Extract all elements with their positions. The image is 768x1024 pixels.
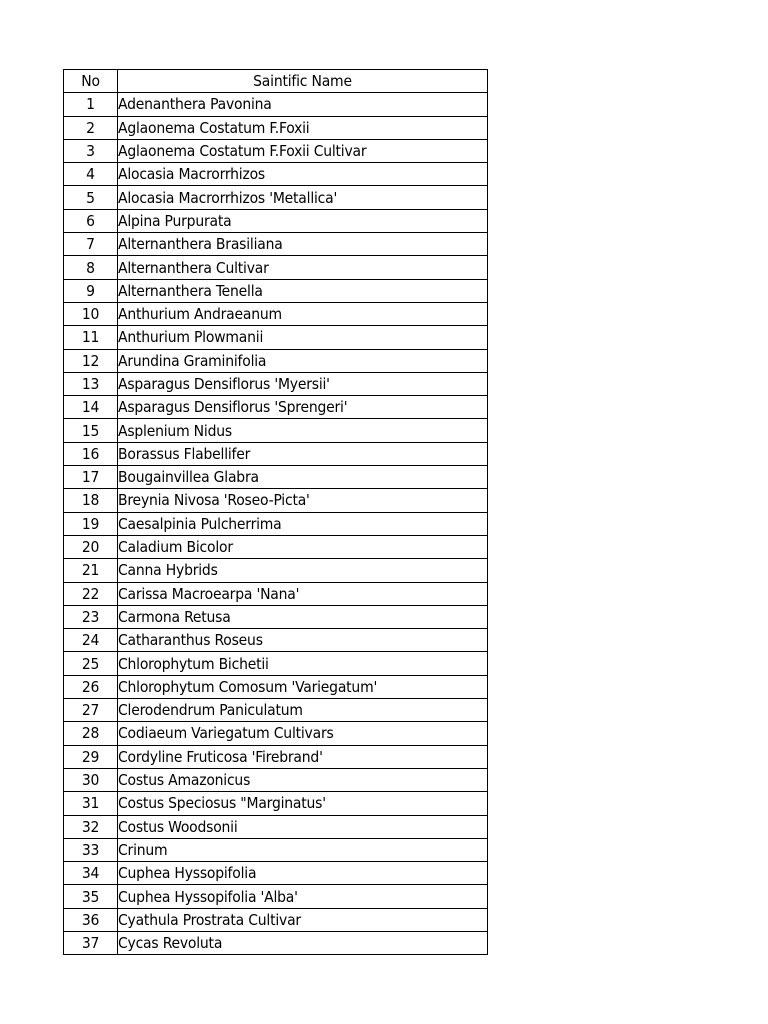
scientific-name: Alpina Purpurata bbox=[118, 209, 488, 232]
row-number: 19 bbox=[64, 512, 118, 535]
table-row bbox=[64, 605, 488, 628]
table-row bbox=[64, 116, 488, 139]
header-row bbox=[64, 70, 488, 93]
table-row bbox=[64, 931, 488, 954]
table-row bbox=[64, 722, 488, 745]
row-number: 23 bbox=[64, 605, 118, 628]
table-row bbox=[64, 93, 488, 116]
row-number: 36 bbox=[64, 908, 118, 931]
table-header bbox=[64, 70, 488, 93]
scientific-name: Bougainvillea Glabra bbox=[118, 466, 488, 489]
scientific-name: Alternanthera Cultivar bbox=[118, 256, 488, 279]
scientific-name: Asplenium Nidus bbox=[118, 419, 488, 442]
row-number: 1 bbox=[64, 93, 118, 116]
table-row bbox=[64, 535, 488, 558]
scientific-name: Asparagus Densiflorus 'Myersii' bbox=[118, 372, 488, 395]
table-row bbox=[64, 139, 488, 162]
row-number: 34 bbox=[64, 862, 118, 885]
table-row bbox=[64, 209, 488, 232]
table-row bbox=[64, 396, 488, 419]
table-row bbox=[64, 163, 488, 186]
table-row bbox=[64, 908, 488, 931]
scientific-name: Catharanthus Roseus bbox=[118, 629, 488, 652]
scientific-name: Chlorophytum Comosum 'Variegatum' bbox=[118, 675, 488, 698]
table-row bbox=[64, 885, 488, 908]
table-row bbox=[64, 815, 488, 838]
row-number: 22 bbox=[64, 582, 118, 605]
scientific-name: Arundina Graminifolia bbox=[118, 349, 488, 372]
row-number: 18 bbox=[64, 489, 118, 512]
scientific-name: Anthurium Andraeanum bbox=[118, 302, 488, 325]
row-number: 26 bbox=[64, 675, 118, 698]
scientific-name: Carissa Macroearpa 'Nana' bbox=[118, 582, 488, 605]
table-row bbox=[64, 792, 488, 815]
column-header-scientific-name: Saintific Name bbox=[118, 70, 488, 93]
scientific-name: Cuphea Hyssopifolia 'Alba' bbox=[118, 885, 488, 908]
row-number: 24 bbox=[64, 629, 118, 652]
table-row bbox=[64, 582, 488, 605]
table-row bbox=[64, 559, 488, 582]
row-number: 17 bbox=[64, 466, 118, 489]
row-number: 37 bbox=[64, 931, 118, 954]
row-number: 10 bbox=[64, 302, 118, 325]
scientific-name: Anthurium Plowmanii bbox=[118, 326, 488, 349]
row-number: 14 bbox=[64, 396, 118, 419]
row-number: 25 bbox=[64, 652, 118, 675]
row-number: 29 bbox=[64, 745, 118, 768]
scientific-name: Alocasia Macrorrhizos 'Metallica' bbox=[118, 186, 488, 209]
table-row bbox=[64, 489, 488, 512]
scientific-name: Cuphea Hyssopifolia bbox=[118, 862, 488, 885]
row-number: 11 bbox=[64, 326, 118, 349]
table-row bbox=[64, 862, 488, 885]
row-number: 28 bbox=[64, 722, 118, 745]
row-number: 9 bbox=[64, 279, 118, 302]
scientific-name: Alternanthera Tenella bbox=[118, 279, 488, 302]
table-row bbox=[64, 699, 488, 722]
table-row bbox=[64, 675, 488, 698]
row-number: 7 bbox=[64, 233, 118, 256]
scientific-name: Clerodendrum Paniculatum bbox=[118, 699, 488, 722]
scientific-name: Cycas Revoluta bbox=[118, 931, 488, 954]
scientific-name: Alternanthera Brasiliana bbox=[118, 233, 488, 256]
column-header-no: No bbox=[64, 70, 118, 93]
scientific-name: Aglaonema Costatum F.Foxii Cultivar bbox=[118, 139, 488, 162]
row-number: 30 bbox=[64, 768, 118, 791]
scientific-name: Adenanthera Pavonina bbox=[118, 93, 488, 116]
table-body bbox=[64, 93, 488, 955]
row-number: 20 bbox=[64, 535, 118, 558]
scientific-name: Canna Hybrids bbox=[118, 559, 488, 582]
scientific-name: Cordyline Fruticosa 'Firebrand' bbox=[118, 745, 488, 768]
plant-name-table bbox=[63, 69, 488, 955]
table-row bbox=[64, 838, 488, 861]
row-number: 31 bbox=[64, 792, 118, 815]
row-number: 6 bbox=[64, 209, 118, 232]
row-number: 32 bbox=[64, 815, 118, 838]
table-row bbox=[64, 745, 488, 768]
scientific-name: Cyathula Prostrata Cultivar bbox=[118, 908, 488, 931]
scientific-name: Chlorophytum Bichetii bbox=[118, 652, 488, 675]
table-row bbox=[64, 326, 488, 349]
scientific-name: Borassus Flabellifer bbox=[118, 442, 488, 465]
row-number: 12 bbox=[64, 349, 118, 372]
scientific-name: Breynia Nivosa 'Roseo-Picta' bbox=[118, 489, 488, 512]
scientific-name: Caladium Bicolor bbox=[118, 535, 488, 558]
scientific-name: Costus Amazonicus bbox=[118, 768, 488, 791]
table-row bbox=[64, 652, 488, 675]
row-number: 4 bbox=[64, 163, 118, 186]
row-number: 15 bbox=[64, 419, 118, 442]
row-number: 3 bbox=[64, 139, 118, 162]
row-number: 13 bbox=[64, 372, 118, 395]
table-row bbox=[64, 419, 488, 442]
row-number: 33 bbox=[64, 838, 118, 861]
table-row bbox=[64, 512, 488, 535]
scientific-name: Codiaeum Variegatum Cultivars bbox=[118, 722, 488, 745]
scientific-name: Aglaonema Costatum F.Foxii bbox=[118, 116, 488, 139]
scientific-name: Costus Speciosus "Marginatus' bbox=[118, 792, 488, 815]
row-number: 8 bbox=[64, 256, 118, 279]
table-row bbox=[64, 466, 488, 489]
scientific-name: Caesalpinia Pulcherrima bbox=[118, 512, 488, 535]
table-row bbox=[64, 442, 488, 465]
plant-list-sheet bbox=[63, 69, 487, 955]
row-number: 16 bbox=[64, 442, 118, 465]
table-row bbox=[64, 349, 488, 372]
table-row bbox=[64, 372, 488, 395]
table-row bbox=[64, 233, 488, 256]
row-number: 35 bbox=[64, 885, 118, 908]
table-row bbox=[64, 279, 488, 302]
table-row bbox=[64, 256, 488, 279]
scientific-name: Alocasia Macrorrhizos bbox=[118, 163, 488, 186]
row-number: 27 bbox=[64, 699, 118, 722]
row-number: 2 bbox=[64, 116, 118, 139]
row-number: 5 bbox=[64, 186, 118, 209]
table-row bbox=[64, 768, 488, 791]
scientific-name: Crinum bbox=[118, 838, 488, 861]
scientific-name: Costus Woodsonii bbox=[118, 815, 488, 838]
scientific-name: Asparagus Densiflorus 'Sprengeri' bbox=[118, 396, 488, 419]
table-row bbox=[64, 629, 488, 652]
row-number: 21 bbox=[64, 559, 118, 582]
table-row bbox=[64, 186, 488, 209]
scientific-name: Carmona Retusa bbox=[118, 605, 488, 628]
table-row bbox=[64, 302, 488, 325]
